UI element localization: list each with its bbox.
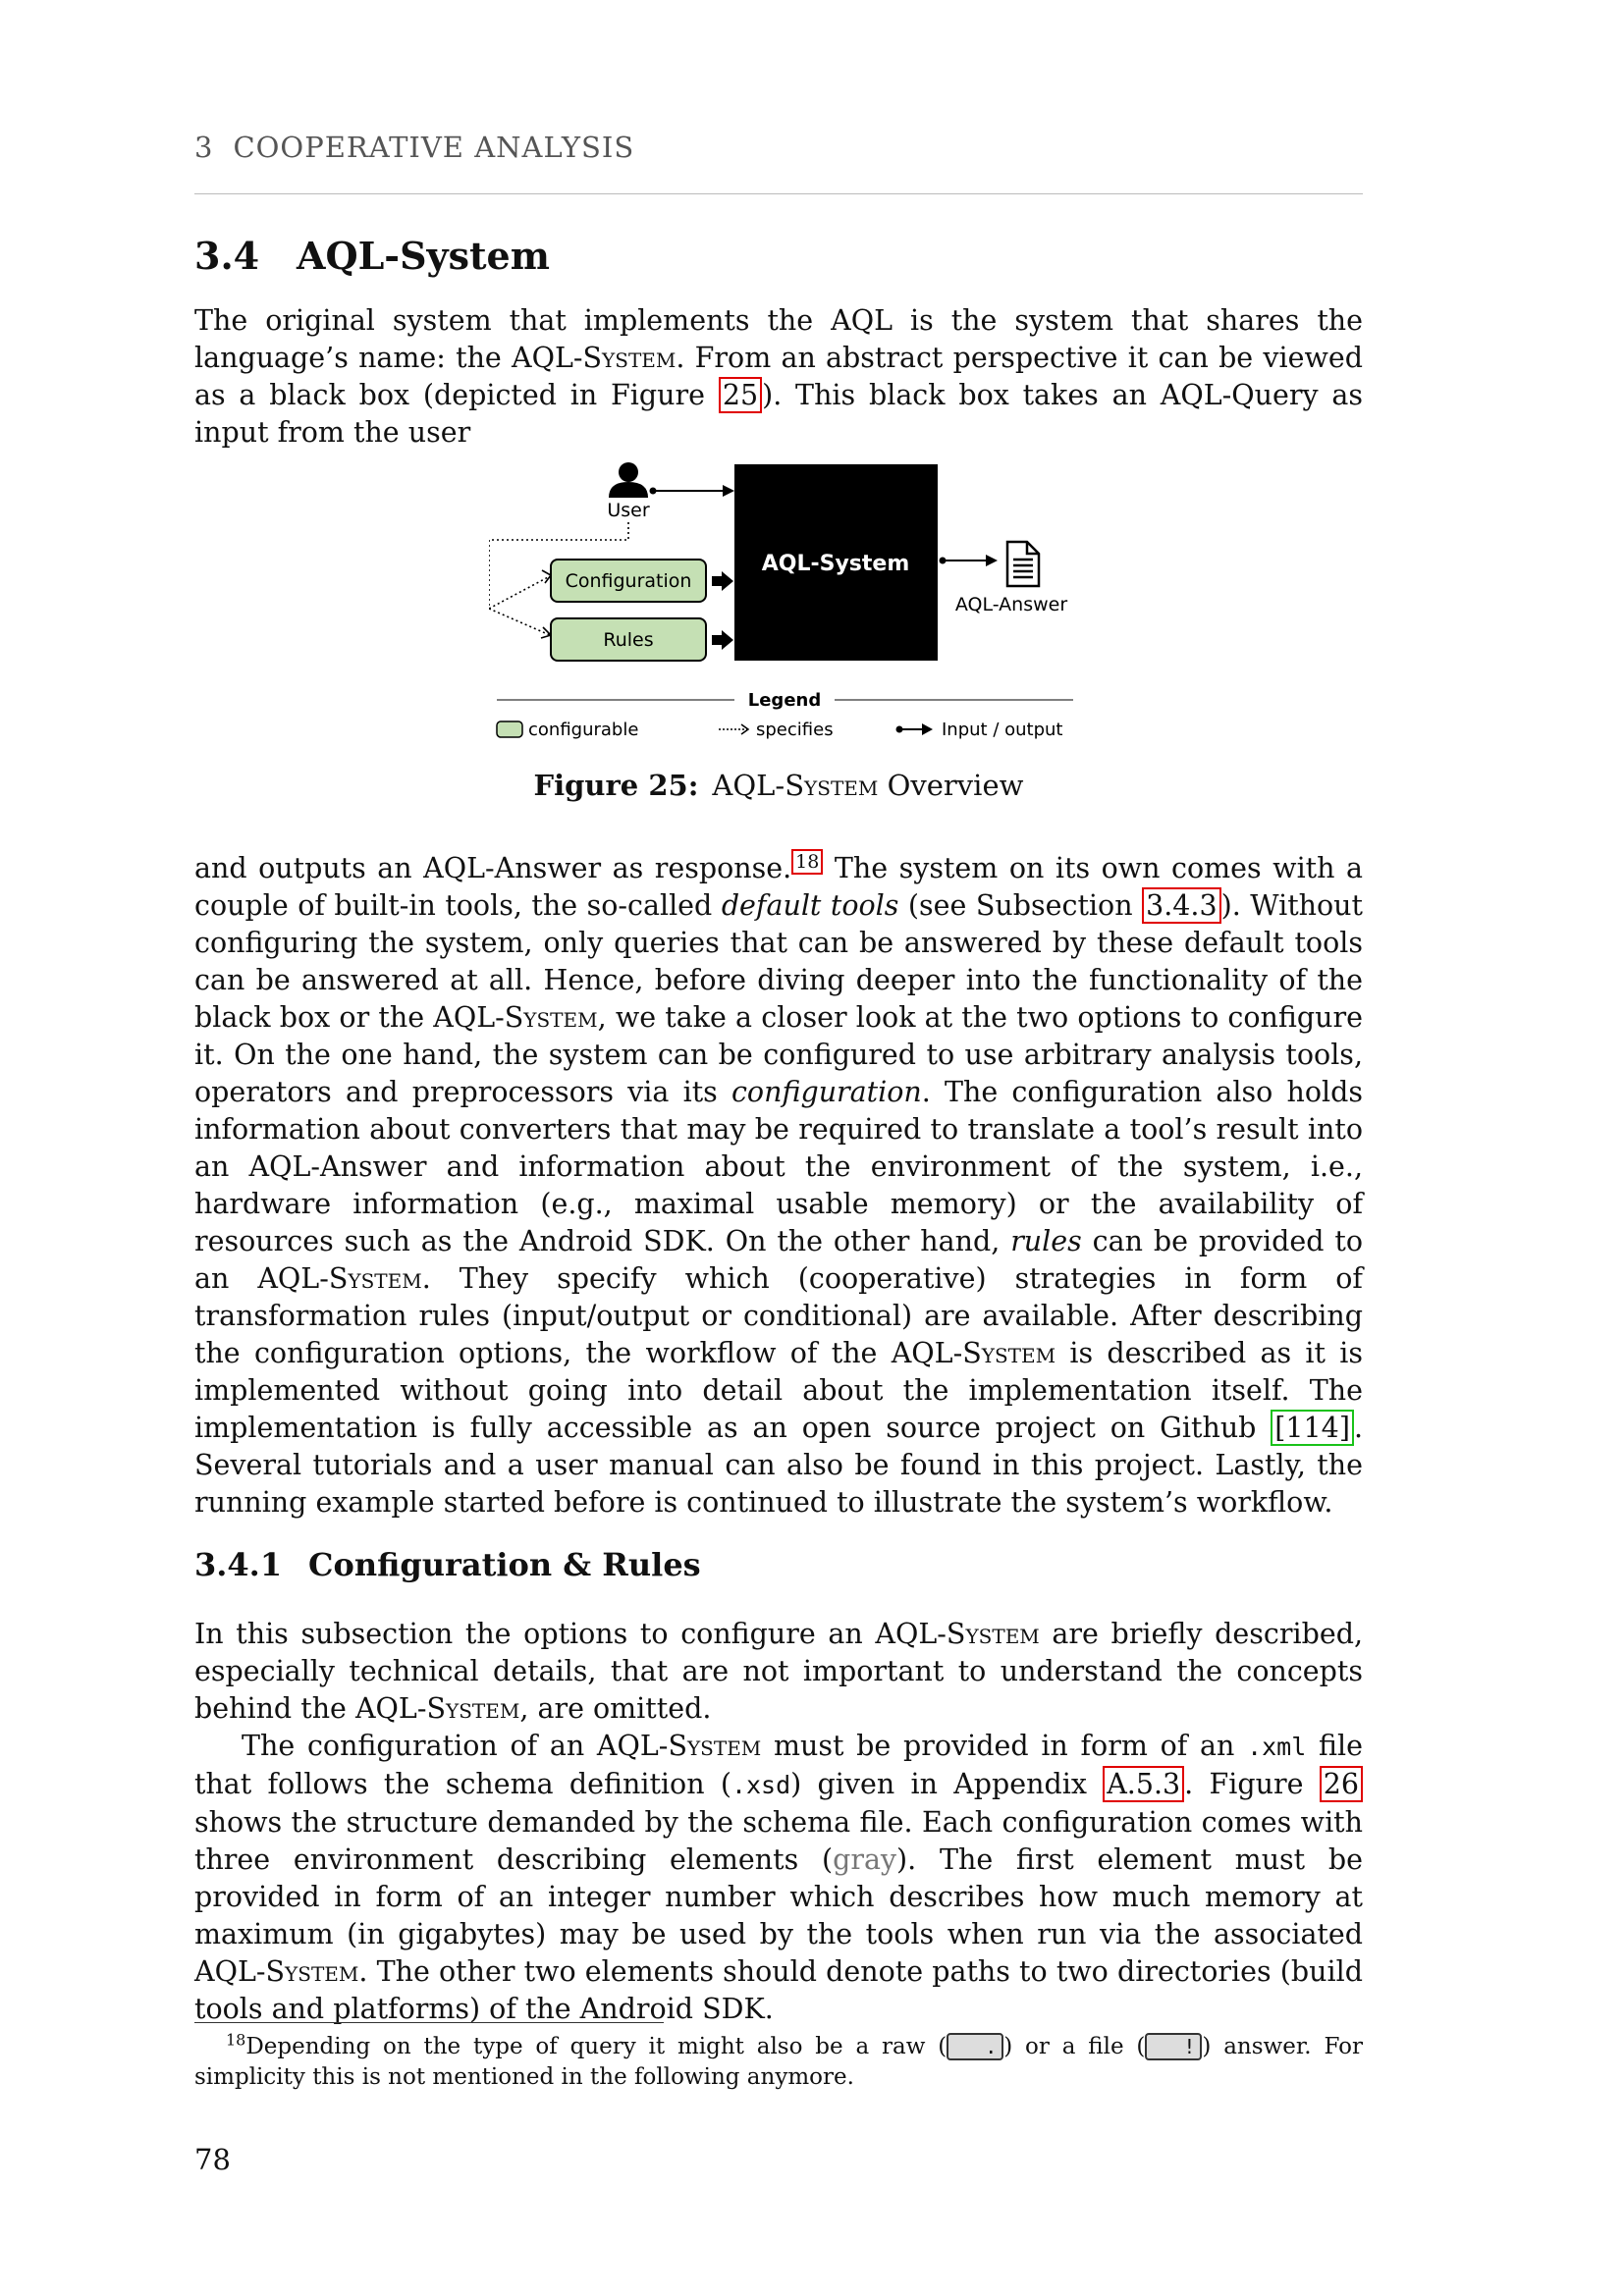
text: AQL-	[712, 769, 785, 802]
text: , we take a closer look at the two options to configure it. On the one hand, the system can be configured to use arbitrary analysis tools, operators and preprocessors via its	[194, 1001, 1363, 1108]
text: The original system that implements the AQL is the system that shares the language’s name: the AQL-	[194, 304, 1363, 374]
figure-ref-link[interactable]: 26	[1320, 1766, 1363, 1802]
text: . They specify which (cooperative) strategies in form of transformation rules (input/output or conditional) are available. After describing the configuration options, the workflow of the AQL-	[194, 1262, 1363, 1369]
text: . Figure	[1184, 1768, 1320, 1800]
file-answer-icon: !	[1145, 2033, 1202, 2060]
text: . Several tutorials and a user manual can also be found in this project. Lastly, the running example started before is continued to illustrate the system’s workflow.	[194, 1412, 1363, 1519]
chapter-number: 3	[194, 131, 214, 164]
aql-system-figure	[489, 447, 1078, 756]
rules-arrow-icon	[712, 630, 733, 650]
section-number: 3.4	[194, 234, 260, 278]
paragraph-configuration	[194, 1728, 1363, 2028]
input-arrow	[650, 485, 735, 497]
text: ). Without configuring the system, only queries that can be answered by these default tools can be answered at all. Hence, before diving deeper into the functionality of the black box or the AQL-	[194, 889, 1363, 1034]
small-caps-text: System	[668, 1730, 762, 1762]
small-caps-text: System	[426, 1692, 520, 1725]
subsection-title: Configuration & Rules	[308, 1546, 701, 1583]
text: ). The first element must be provided in form of an integer number which describes how much memory at maximum (in gigabytes) may be used by the tools when run via the associated AQL-	[194, 1843, 1363, 1988]
chapter-title: COOPERATIVE ANALYSIS	[233, 131, 635, 164]
text: and outputs an AQL-Answer as response.	[194, 852, 792, 884]
small-caps-text: System	[328, 1262, 422, 1295]
text: shows the structure demanded by the schema file. Each configuration comes with three environment describing elements (	[194, 1806, 1363, 1876]
text: (see Subsection	[898, 889, 1143, 922]
small-caps-text: System	[265, 1955, 359, 1988]
text: The system on its own comes with a couple of built-in tools, the so-called	[194, 852, 1363, 922]
paragraph-system	[194, 850, 1363, 1522]
subsection-ref-link[interactable]: 3.4.3	[1142, 887, 1221, 924]
text: is described as it is implemented without going into detail about the implementation itself. The implementation is fully accessible as an open source project on Github	[194, 1337, 1363, 1444]
text: Depending on the type of query it might also be a raw (	[245, 2034, 947, 2059]
footnote-ref-link[interactable]: 18	[791, 849, 823, 875]
code-text: .xsd	[731, 1771, 791, 1799]
text: . The other two elements should denote paths to two directories (build tools and platforms) of the Android SDK.	[194, 1955, 1363, 2025]
footnote	[194, 2032, 1363, 2093]
text: ) answer. For simplicity this is not mentioned in the following anymore.	[194, 2034, 1363, 2090]
legend-configurable-label: configurable	[528, 720, 639, 740]
text: ) given in Appendix	[790, 1768, 1104, 1800]
footnote-rule	[194, 2022, 664, 2023]
citation-link[interactable]: [114]	[1271, 1410, 1354, 1446]
section-title: AQL-System	[297, 234, 550, 278]
paragraph-subsection-intro	[194, 1616, 1363, 1728]
page-number: 78	[194, 2143, 231, 2176]
text: ) or a file (	[1003, 2034, 1146, 2059]
user-label: User	[607, 500, 650, 521]
text: . The configuration also holds information about converters that may be required to translate a tool’s result into an AQL-Answer and information about the environment of the system, i.e., hardware information (e.g., maximal usable memory) or the availability of resources such as the Android SDK. On the other hand,	[194, 1076, 1363, 1257]
figure-ref-link[interactable]: 25	[719, 377, 762, 413]
subsection-heading	[194, 1546, 701, 1583]
text: can be provided to an AQL-	[194, 1225, 1363, 1295]
caption-label: Figure 25:	[533, 769, 699, 802]
rules-label: Rules	[603, 629, 654, 651]
text: Overview	[878, 769, 1024, 802]
paragraph-intro	[194, 302, 1363, 452]
header-rule	[194, 193, 1363, 194]
text: The configuration of an AQL-	[242, 1730, 669, 1762]
aql-answer-label: AQL-Answer	[954, 594, 1068, 615]
running-head	[194, 131, 1363, 164]
document-icon	[1007, 542, 1039, 586]
text: , are omitted.	[519, 1692, 712, 1725]
code-text: .xml	[1247, 1733, 1307, 1761]
small-caps-text: System	[582, 342, 677, 374]
emphasis-text: configuration	[731, 1076, 922, 1108]
text: In this subsection the options to configure an AQL-	[194, 1618, 947, 1650]
text: must be provided in form of an	[761, 1730, 1248, 1762]
output-arrow	[940, 555, 999, 566]
text: . From an abstract perspective it can be viewed as a black box (depicted in Figure	[194, 342, 1363, 411]
emphasis-text: default tools	[721, 889, 899, 922]
aql-system-label: AQL-System	[761, 552, 910, 576]
text: file that follows the schema definition (	[194, 1730, 1363, 1800]
emphasis-text: rules	[1010, 1225, 1082, 1257]
config-arrow-icon	[712, 571, 733, 591]
subsection-number: 3.4.1	[194, 1546, 283, 1583]
legend-io-icon	[896, 723, 934, 735]
figure-caption	[194, 769, 1363, 802]
user-icon	[609, 462, 648, 498]
small-caps-text: System	[785, 769, 879, 802]
text: ). This black box takes an AQL-Query as input from the user	[194, 379, 1363, 449]
legend-configurable-swatch	[497, 721, 522, 737]
section-heading	[194, 234, 550, 278]
legend-io-label: Input / output	[942, 720, 1063, 740]
small-caps-text: System	[962, 1337, 1056, 1369]
legend-specifies-icon	[719, 724, 748, 734]
footnote-number: 18	[226, 2030, 246, 2050]
legend-title: Legend	[747, 690, 822, 711]
configuration-label: Configuration	[565, 570, 692, 592]
legend-specifies-label: specifies	[756, 720, 834, 740]
gray-text: gray	[833, 1843, 897, 1876]
text: are briefly described, especially technical details, that are not important to understand the concepts behind the AQL-	[194, 1618, 1364, 1725]
appendix-ref-link[interactable]: A.5.3	[1103, 1766, 1184, 1802]
small-caps-text: System	[504, 1001, 598, 1034]
raw-answer-icon: .	[947, 2033, 1003, 2060]
small-caps-text: System	[946, 1618, 1040, 1650]
